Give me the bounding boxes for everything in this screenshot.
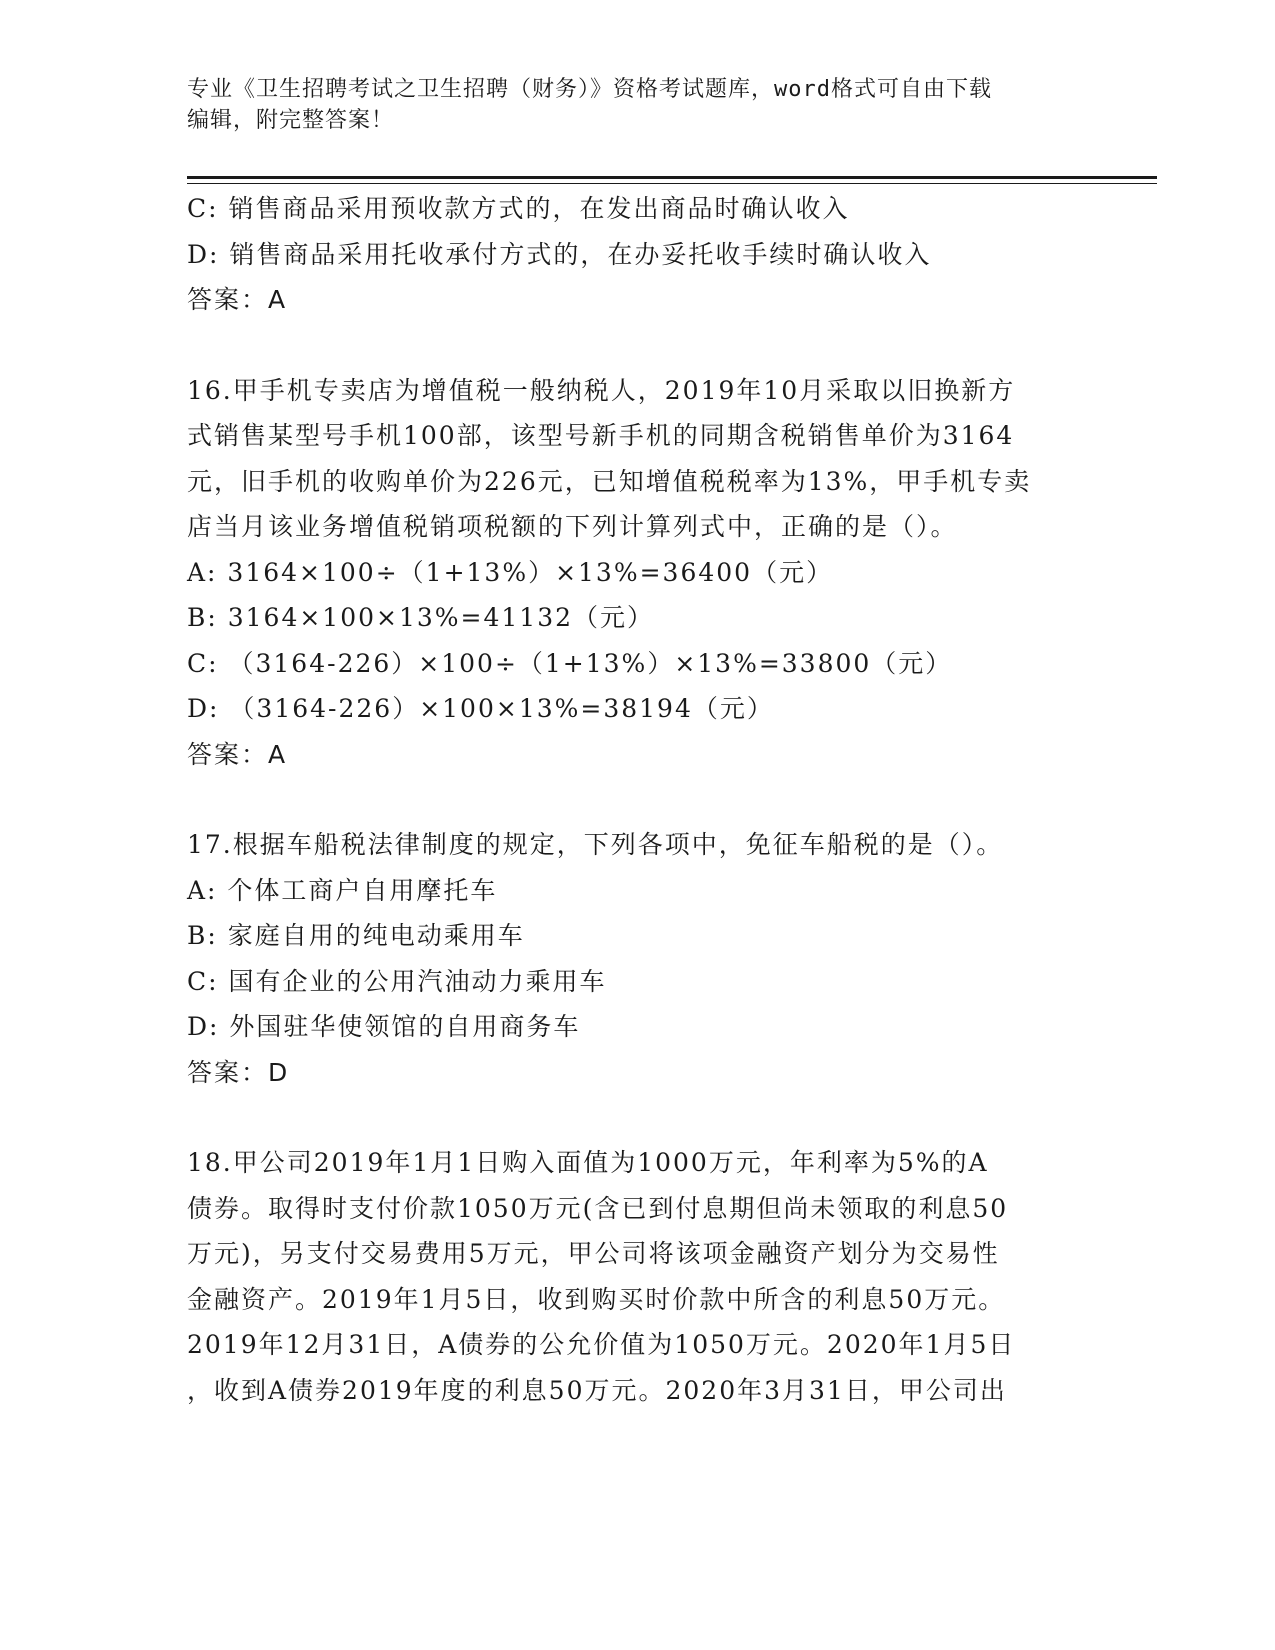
question-18 [187, 1140, 1097, 1413]
q17-answer: 答案：D [187, 1057, 290, 1087]
q16-stem-line-1: 16.甲手机专卖店为增值税一般纳税人，2019年10月采取以旧换新方 [187, 375, 1016, 405]
q17-option-d: D: 外国驻华使领馆的自用商务车 [187, 1012, 581, 1041]
q16-answer: 答案：A [187, 739, 288, 769]
q18-stem-line-3: 万元)，另支付交易费用5万元，甲公司将该项金融资产划分为交易性 [187, 1239, 1000, 1268]
header-divider-thin [187, 183, 1157, 184]
q17-option-b: B: 家庭自用的纯电动乘用车 [187, 921, 525, 950]
spacer [187, 1095, 1097, 1140]
document-header [187, 74, 1087, 136]
q16-stem-line-3: 元，旧手机的收购单价为226元，已知增值税税率为13%，甲手机专卖 [187, 466, 1032, 496]
header-line-1: 专业《卫生招聘考试之卫生招聘（财务）》资格考试题库，word格式可自由下载 [187, 77, 992, 102]
q16-option-a: A: 3164×100÷（1+13%）×13%=36400（元） [187, 557, 834, 587]
spacer [187, 777, 1097, 822]
q18-stem-line-4: 金融资产。2019年1月5日，收到购买时价款中所含的利息50万元。 [187, 1284, 1006, 1314]
question-15-tail [187, 186, 1097, 323]
header-divider-thick [187, 176, 1157, 179]
q18-stem-line-6: ，收到A债券2019年度的利息50万元。2020年3月31日，甲公司出 [187, 1375, 1007, 1405]
q16-stem-line-4: 店当月该业务增值税销项税额的下列计算列式中，正确的是（）。 [187, 512, 958, 541]
q15-option-d: D: 销售商品采用托收承付方式的，在办妥托收手续时确认收入 [187, 239, 932, 269]
question-16 [187, 368, 1097, 778]
q16-stem-line-2: 式销售某型号手机100部，该型号新手机的同期含税销售单价为3164 [187, 421, 1015, 450]
q17-option-c: C: 国有企业的公用汽油动力乘用车 [187, 966, 607, 996]
question-content [187, 186, 1097, 1413]
question-17 [187, 822, 1097, 1095]
spacer [187, 323, 1097, 368]
header-line-2: 编辑，附完整答案！ [187, 108, 395, 133]
q18-stem-line-5: 2019年12月31日，A债券的公允价值为1050万元。2020年1月5日 [187, 1330, 1016, 1359]
q17-option-a: A: 个体工商户自用摩托车 [187, 875, 498, 905]
q15-answer: 答案：A [187, 285, 288, 314]
q15-option-c: C: 销售商品采用预收款方式的，在发出商品时确认收入 [187, 194, 850, 223]
q16-option-b: B: 3164×100×13%=41132（元） [187, 603, 655, 632]
q17-stem: 17.根据车船税法律制度的规定，下列各项中，免征车船税的是（）。 [187, 830, 1004, 859]
q16-option-c: C: （3164-226）×100÷（1+13%）×13%=33800（元） [187, 648, 953, 678]
q18-stem-line-1: 18.甲公司2019年1月1日购入面值为1000万元，年利率为5%的A [187, 1148, 989, 1177]
q18-stem-line-2: 债券。取得时支付价款1050万元(含已到付息期但尚未领取的利息50 [187, 1193, 1009, 1223]
q16-option-d: D: （3164-226）×100×13%=38194（元） [187, 694, 774, 723]
